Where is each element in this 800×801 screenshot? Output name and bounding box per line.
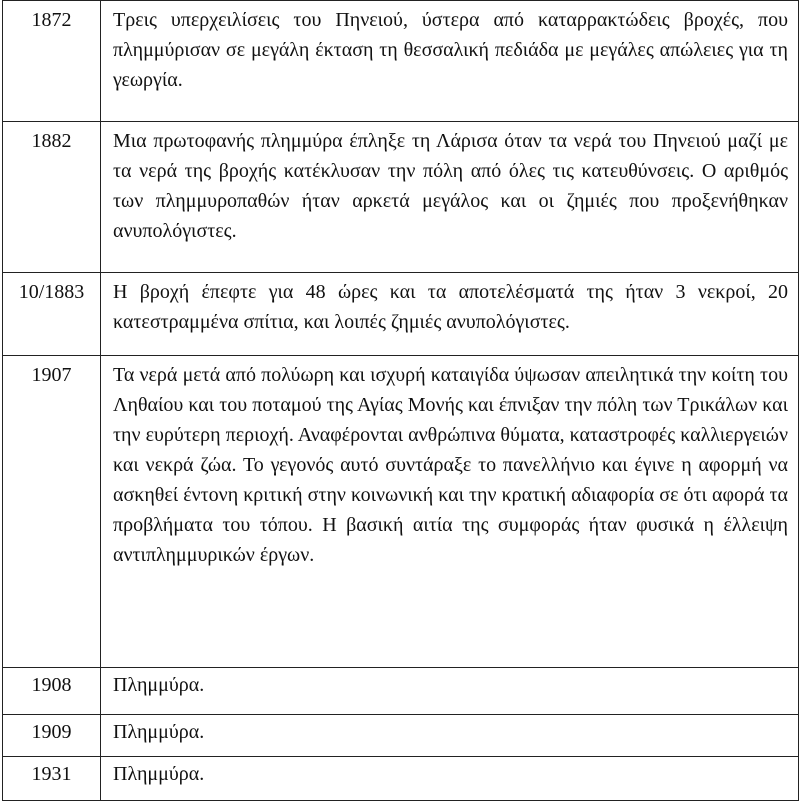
description-cell: Μια πρωτοφανής πλημμύρα έπληξε τη Λάρισα όταν τα νερά του Πηνειού μαζί με τα νερά της βροχής κατέκλυσαν την πόλη από όλες τις κατευθύνσεις. Ο αριθμός των πλημμυροπαθών ήταν αρκετά μεγάλος και οι ζημιές που προξενήθηκαν ανυπολόγιστες. <box>101 122 799 273</box>
year-cell: 1931 <box>3 757 101 801</box>
year-cell: 1909 <box>3 715 101 757</box>
year-cell: 1872 <box>3 1 101 122</box>
description-cell: Πλημμύρα. <box>101 668 799 715</box>
year-cell: 10/1883 <box>3 273 101 356</box>
year-cell: 1882 <box>3 122 101 273</box>
description-cell: Πλημμύρα. <box>101 715 799 757</box>
table-row <box>3 715 799 757</box>
table-row <box>3 757 799 801</box>
table-row <box>3 668 799 715</box>
table-row <box>3 273 799 356</box>
events-table <box>2 0 799 801</box>
table-row <box>3 356 799 668</box>
description-cell: Τα νερά μετά από πολύωρη και ισχυρή καταιγίδα ύψωσαν απειλητικά την κοίτη του Ληθαίου και του ποταμού της Αγίας Μονής και έπνιξαν την πόλη των Τρικάλων και την ευρύτερη περιοχή. Αναφέρονται ανθρώπινα θύματα, καταστροφές καλλιεργειών και νεκρά ζώα. Το γεγονός αυτό συντάραξε το πανελλήνιο και έγινε η αφορμή να ασκηθεί έντονη κριτική στην κοινωνική και την κρατική αδιαφορία σε ότι αφορά τα προβλήματα του τόπου. Η βασική αιτία της συμφοράς ήταν φυσικά η έλλειψη αντιπλημμυρικών έργων. <box>101 356 799 668</box>
description-cell: Πλημμύρα. <box>101 757 799 801</box>
description-cell: Τρεις υπερχειλίσεις του Πηνειού, ύστερα από καταρρακτώδεις βροχές, που πλημμύρισαν σε μεγάλη έκταση τη θεσσαλική πεδιάδα με μεγάλες απώλειες για τη γεωργία. <box>101 1 799 122</box>
table-row <box>3 1 799 122</box>
year-cell: 1908 <box>3 668 101 715</box>
description-cell: Η βροχή έπεφτε για 48 ώρες και τα αποτελέσματά της ήταν 3 νεκροί, 20 κατεστραμμένα σπίτια, και λοιπές ζημιές ανυπολόγιστες. <box>101 273 799 356</box>
year-cell: 1907 <box>3 356 101 668</box>
table-row <box>3 122 799 273</box>
